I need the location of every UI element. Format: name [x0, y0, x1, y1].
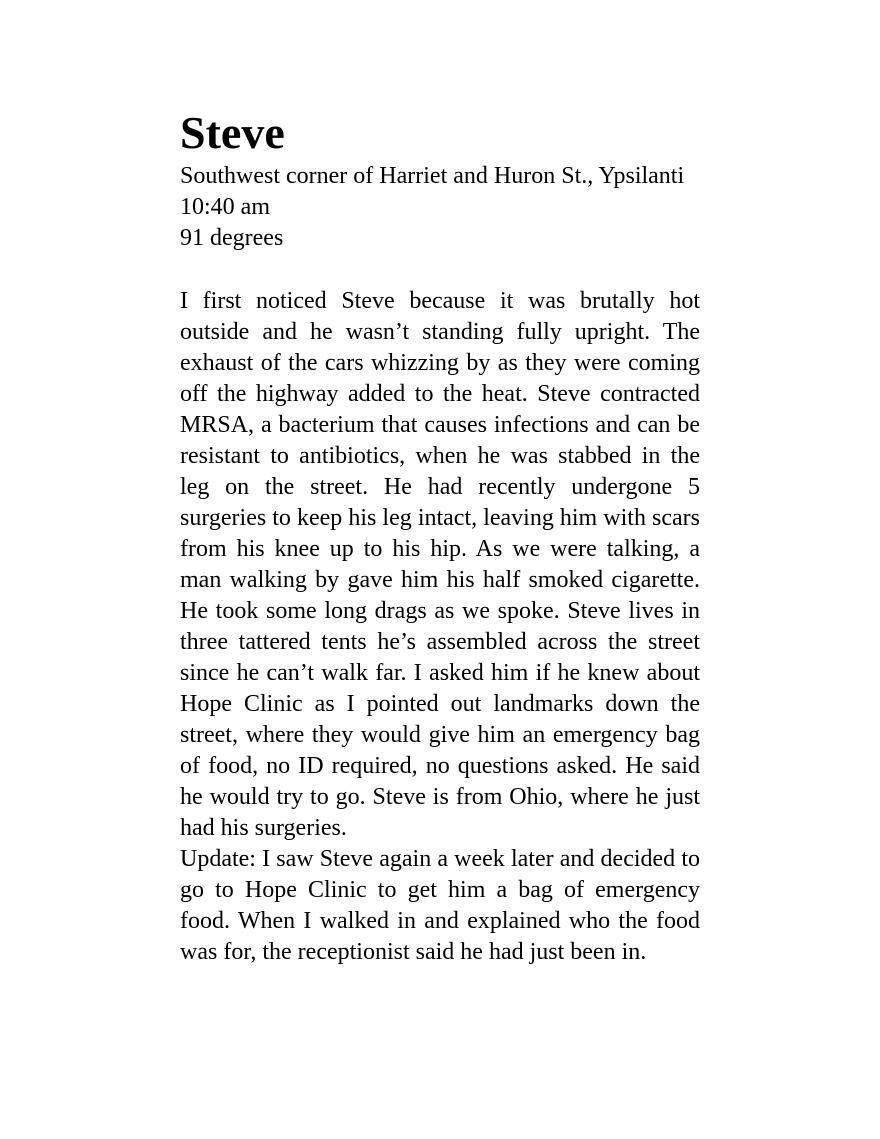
temperature-line: 91 degrees: [180, 225, 284, 251]
location-line: Southwest corner of Harriet and Huron St., Ypsilanti: [180, 163, 685, 189]
update-paragraph: Update: I saw Steve again a week later and decided to go to Hope Clinic to get him a bag of emergency food. When I walked in and explained who the food was for, the receptionist said he had just been in.: [180, 846, 700, 965]
time-line: 10:40 am: [180, 194, 270, 220]
story-paragraph: I first noticed Steve because it was brutally hot outside and he wasn’t standing fully upright. The exhaust of the cars whizzing by as they were coming off the highway added to the heat. Steve contracted MRSA, a bacterium that causes infections and can be resistant to antibiotics, when he was stabbed in the leg on the street. He had recently undergone 5 surgeries to keep his leg intact, leaving him with scars from his knee up to his hip. As we were talking, a man walking by gave him his half smoked cigarette. He took some long drags as we spoke. Steve lives in three tattered tents he’s assembled across the street since he can’t walk far. I asked him if he knew about Hope Clinic as I pointed out landmarks down the street, where they would give him an emergency bag of food, no ID required, no questions asked. He said he would try to go. Steve is from Ohio, where he just had his surgeries.: [180, 288, 700, 841]
section-spacer: [180, 254, 700, 286]
document-page: [180, 105, 700, 968]
document-title: Steve: [180, 107, 285, 158]
